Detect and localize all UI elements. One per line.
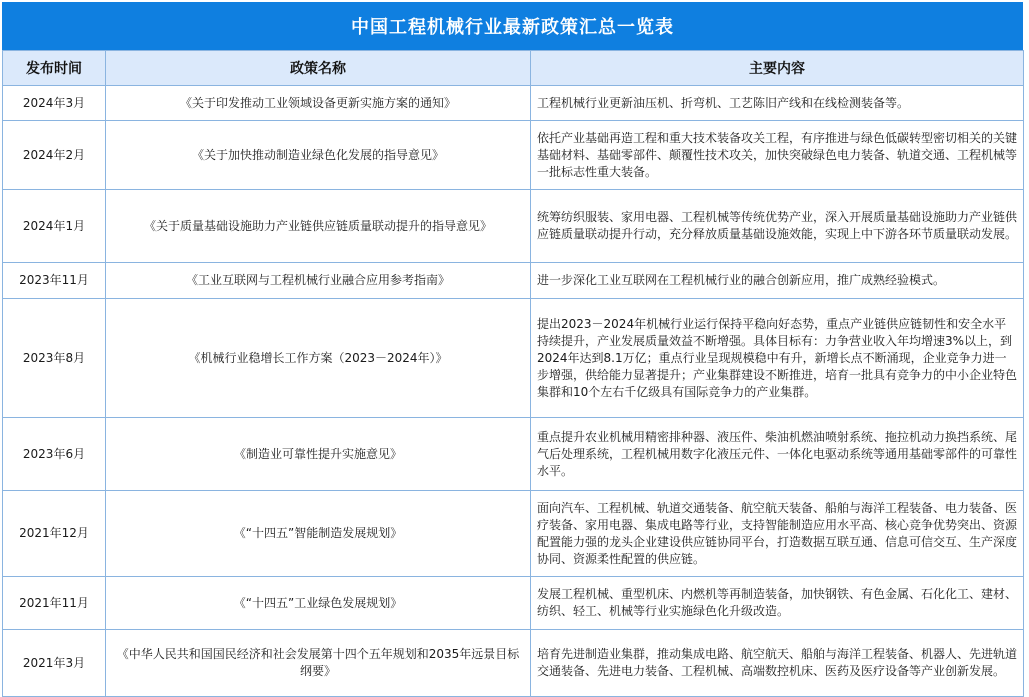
date-cell: 2021年12月 [3,491,106,577]
policy-cell: 《机械行业稳增长工作方案（2023－2024年）》 [106,299,531,418]
table-row [3,418,1024,491]
date-cell: 2023年6月 [3,418,106,491]
policy-cell: 《关于质量基础设施助力产业链供应链质量联动提升的指导意见》 [106,190,531,263]
policy-cell: 《工业互联网与工程机械行业融合应用参考指南》 [106,263,531,299]
date-cell: 2024年2月 [3,121,106,190]
date-cell: 2021年11月 [3,577,106,630]
policy-cell: 《中华人民共和国国民经济和社会发展第十四个五年规划和2035年远景目标纲要》 [106,630,531,697]
date-cell: 2024年1月 [3,190,106,263]
policy-cell: 《关于加快推动制造业绿色化发展的指导意见》 [106,121,531,190]
table-row [3,121,1024,190]
date-cell: 2023年8月 [3,299,106,418]
table-row [3,577,1024,630]
table-row [3,299,1024,418]
header-content: 主要内容 [531,51,1024,86]
date-cell: 2024年3月 [3,86,106,121]
content-cell: 工程机械行业更新油压机、折弯机、工艺陈旧产线和在线检测装备等。 [531,86,1024,121]
content-cell: 进一步深化工业互联网在工程机械行业的融合创新应用，推广成熟经验模式。 [531,263,1024,299]
header-row [3,51,1024,86]
table-row [3,630,1024,697]
policy-cell: 《“十四五”智能制造发展规划》 [106,491,531,577]
header-policy: 政策名称 [106,51,531,86]
policy-table-panel [2,2,1023,683]
table-row [3,190,1024,263]
table-title: 中国工程机械行业最新政策汇总一览表 [2,2,1023,50]
policy-cell: 《“十四五”工业绿色发展规划》 [106,577,531,630]
table-row [3,86,1024,121]
content-cell: 提出2023－2024年机械行业运行保持平稳向好态势，重点产业链供应链韧性和安全水平持续提升，产业发展质量效益不断增强。具体目标有：力争营业收入年均增速3%以上，到2024年达到8.1万亿；重点行业呈现规模稳中有升，新增长点不断涌现，企业竞争力进一步增强，供给能力显著提升；产业集群建设不断推进，培育一批具有竞争力的中小企业特色集群和10个左右千亿级具有国际竞争力的产业集群。 [531,299,1024,418]
table-row [3,263,1024,299]
content-cell: 发展工程机械、重型机床、内燃机等再制造装备，加快钢铁、有色金属、石化化工、建材、纺织、轻工、机械等行业实施绿色化升级改造。 [531,577,1024,630]
policy-cell: 《制造业可靠性提升实施意见》 [106,418,531,491]
content-cell: 重点提升农业机械用精密排种器、液压件、柴油机燃油喷射系统、拖拉机动力换挡系统、尾气后处理系统，工程机械用数字化液压元件、一体化电驱动系统等通用基础零部件的可靠性水平。 [531,418,1024,491]
content-cell: 统筹纺织服装、家用电器、工程机械等传统优势产业，深入开展质量基础设施助力产业链供应链质量联动提升行动，充分释放质量基础设施效能，实现上中下游各环节质量联动发展。 [531,190,1024,263]
header-date: 发布时间 [3,51,106,86]
date-cell: 2023年11月 [3,263,106,299]
policy-cell: 《关于印发推动工业领域设备更新实施方案的通知》 [106,86,531,121]
content-cell: 培育先进制造业集群，推动集成电路、航空航天、船舶与海洋工程装备、机器人、先进轨道交通装备、先进电力装备、工程机械、高端数控机床、医药及医疗设备等产业创新发展。 [531,630,1024,697]
table-row [3,491,1024,577]
policy-table [2,50,1024,697]
content-cell: 面向汽车、工程机械、轨道交通装备、航空航天装备、船舶与海洋工程装备、电力装备、医疗装备、家用电器、集成电路等行业，支持智能制造应用水平高、核心竞争优势突出、资源配置能力强的龙头企业建设供应链协同平台，打造数据互联互通、信息可信交互、生产深度协同、资源柔性配置的供应链。 [531,491,1024,577]
date-cell: 2021年3月 [3,630,106,697]
content-cell: 依托产业基础再造工程和重大技术装备攻关工程，有序推进与绿色低碳转型密切相关的关键基础材料、基础零部件、颠覆性技术攻关，加快突破绿色电力装备、轨道交通、工程机械等一批标志性重大装备。 [531,121,1024,190]
